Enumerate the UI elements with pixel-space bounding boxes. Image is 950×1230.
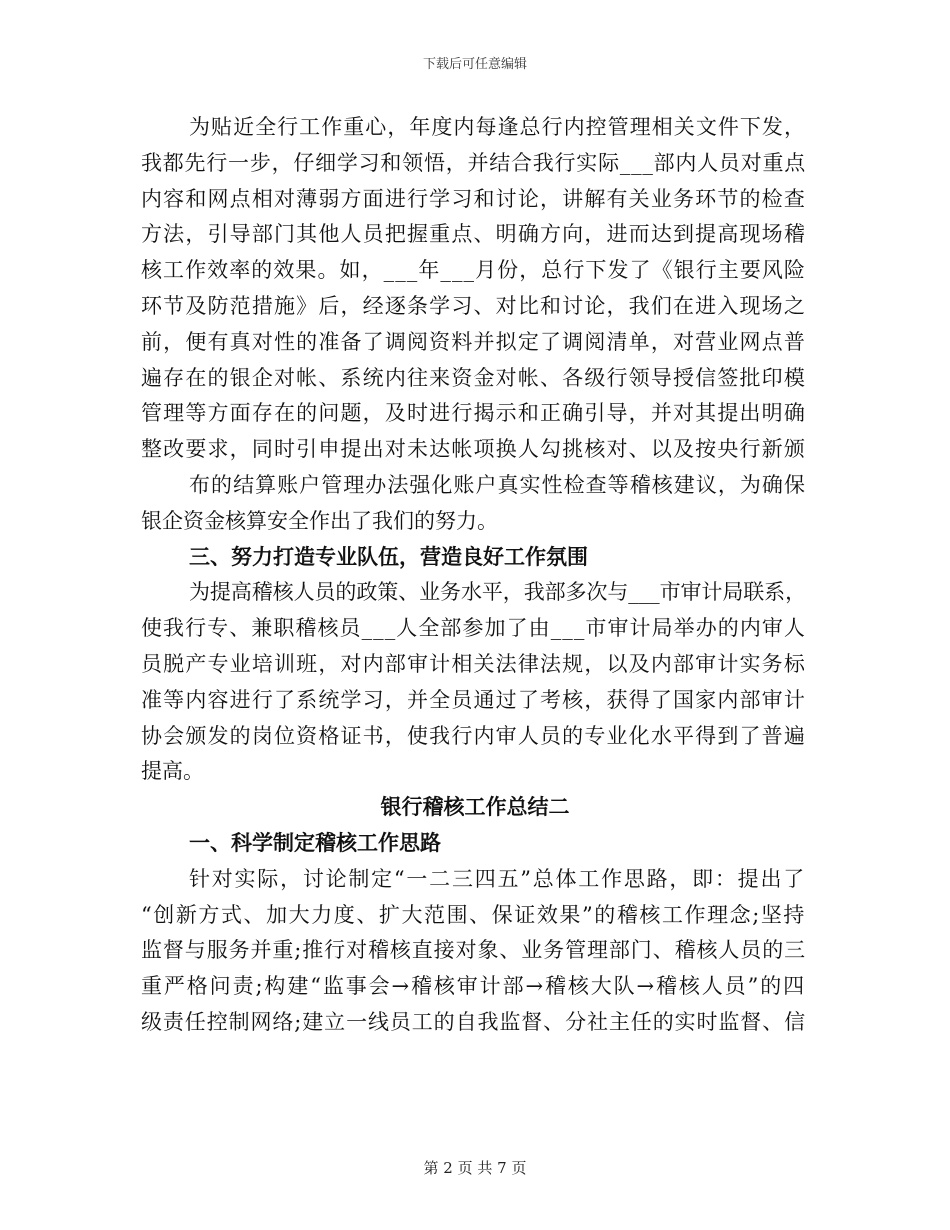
text-line: 方法，引导部门其他人员把握重点、明确方向，进而达到提高现场稽	[141, 222, 806, 247]
section-heading: 三、努力打造专业队伍，营造良好工作氛围	[189, 543, 588, 569]
text-line: 内容和网点相对薄弱方面进行学习和讨论，讲解有关业务环节的检查	[141, 186, 806, 211]
text-line: 准等内容进行了系统学习，并全员通过了考核，获得了国家内部审计	[141, 687, 806, 712]
text-line: 协会颁发的岗位资格证书，使我行内审人员的专业化水平得到了普遍	[141, 723, 806, 748]
text-line: 核工作效率的效果。如，___年___月份，总行下发了《银行主要风险	[141, 258, 806, 283]
text-line: 针对实际，讨论制定“一二三四五”总体工作思路，即：提出了	[189, 866, 806, 891]
text-line: 遍存在的银企对帐、系统内往来资金对帐、各级行领导授信签批印模	[141, 365, 806, 390]
text-line: 布的结算账户管理办法强化账户真实性检查等稽核建议，为确保	[189, 473, 806, 497]
text-line: 环节及防范措施》后，经逐条学习、对比和讨论，我们在进入现场之	[141, 294, 806, 318]
text-line: “创新方式、加大力度、扩大范围、保证效果”的稽核工作理念;坚持	[141, 902, 806, 927]
page-header: 下载后可任意编辑	[422, 57, 527, 72]
text-line: 员脱产专业培训班，对内部审计相关法律法规，以及内部审计实务标	[141, 652, 806, 676]
text-line: 管理等方面存在的问题，及时进行揭示和正确引导，并对其提出明确	[141, 401, 806, 426]
text-line: 重严格问责;构建“监事会→稽核审计部→稽核大队→稽核人员”的四	[141, 974, 806, 999]
text-line: 级责任控制网络;建立一线员工的自我监督、分社主任的实时监督、信	[141, 1010, 806, 1034]
text-line: 整改要求，同时引申提出对未达帐项换人勾挑核对、以及按央行新颁	[141, 437, 806, 462]
text-line: 监督与服务并重;推行对稽核直接对象、业务管理部门、稽核人员的三	[141, 938, 806, 963]
section-title: 银行稽核工作总结二	[380, 794, 570, 820]
text-line: 前，便有真对性的准备了调阅资料并拟定了调阅清单，对营业网点普	[141, 329, 806, 354]
text-line: 为贴近全行工作重心，年度内每逢总行内控管理相关文件下发，	[189, 115, 806, 139]
page-footer: 第 2 页 共 7 页	[423, 1159, 527, 1177]
text-line: 为提高稽核人员的政策、业务水平，我部多次与___市审计局联系，	[189, 580, 806, 605]
section-heading: 一、科学制定稽核工作思路	[189, 830, 441, 855]
text-line: 使我行专、兼职稽核员___人全部参加了由___市审计局举办的内审人	[141, 616, 806, 641]
text-line: 银企资金核算安全作出了我们的努力。	[141, 508, 498, 533]
text-line: 我都先行一步，仔细学习和领悟，并结合我行实际___部内人员对重点	[141, 150, 806, 175]
text-line: 提高。	[141, 759, 204, 784]
